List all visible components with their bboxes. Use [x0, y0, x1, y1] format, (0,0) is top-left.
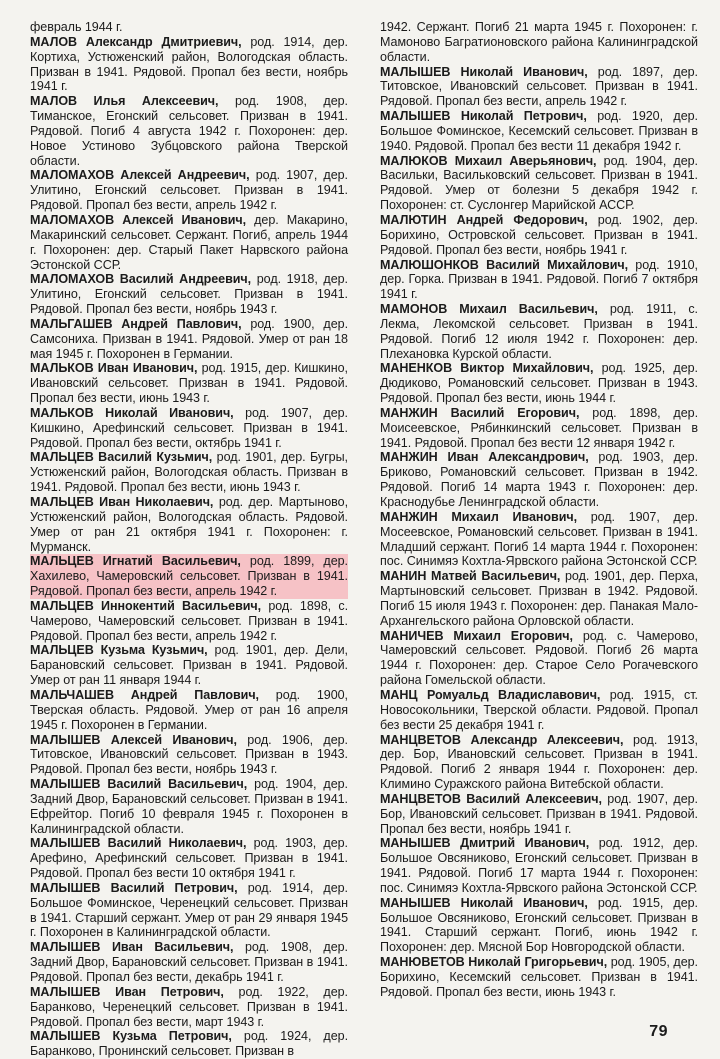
memorial-entry	[30, 688, 348, 733]
entry-details: род. 1925, дер. Дюдиково, Романовский сельсовет. Призван в 1943. Рядовой. Пропал без вести, июнь 1944 г.	[380, 361, 698, 406]
memorial-entry	[30, 35, 348, 94]
entry-details: род. 1904, дер. Задний Двор, Барановский сельсовет. Призван в 1941. Ефрейтор. Погиб 10 февраля 1945 г. Похоронен в Калининградской области.	[30, 777, 348, 836]
entry-details: род. 1915, ст. Новосокольники, Тверской области. Рядовой. Пропал без вести 25 декабря 1941 г.	[380, 687, 698, 732]
entry-details: род. 1903, дер. Бриково, Романовский сельсовет. Призван в 1942. Рядовой. Погиб 14 марта 1943 г. Похоронен: дер. Краснодубье Ленинградской области.	[380, 450, 699, 509]
entry-details: род. 1907, дер. Кишкино, Арефинский сельсовет. Призван в 1941. Рядовой. Пропал без вести, октябрь 1941 г.	[30, 405, 348, 450]
entry-details: род. 1922, дер. Баранково, Черенецкий сельсовет. Призван в 1941. Рядовой. Пропал без вести, март 1943 г.	[30, 984, 348, 1029]
entry-name: МАЛЬГАШЕВ Андрей Павлович,	[30, 316, 242, 331]
entry-name: МАЛЬЧАШЕВ Андрей Павлович,	[30, 687, 259, 702]
entry-name: МАНЮВЕТОВ Николай Григорьевич,	[380, 955, 608, 970]
memorial-entry	[30, 985, 348, 1030]
entry-details: род. 1915, дер. Большое Овсяниково, Егонский сельсовет. Призван в 1941. Старший сержант. Погиб, июнь 1942 г. Похоронен: дер. Мясной Бор Новгородской области.	[380, 895, 698, 955]
memorial-entry	[30, 168, 348, 213]
memorial-entry	[30, 940, 348, 985]
entry-details: февраль 1944 г.	[30, 20, 123, 34]
memorial-entry	[30, 317, 348, 362]
page-number: 79	[649, 1023, 668, 1040]
entry-details: 1942. Сержант. Погиб 21 марта 1945 г. Похоронен: г. Мамоново Багратионовского района Калининградской области.	[380, 20, 698, 64]
memorial-entry	[380, 20, 698, 65]
entry-name: МАЛЫШЕВ Василий Николаевич,	[30, 836, 247, 851]
entry-name: МАМОНОВ Михаил Васильевич,	[380, 302, 598, 317]
entry-details: род. 1920, дер. Большое Фоминское, Кесемский сельсовет. Призван в 1940. Рядовой. Пропал без вести 11 декабря 1942 г.	[380, 109, 698, 153]
entry-name: МАНИЧЕВ Михаил Егорович,	[380, 628, 573, 643]
memorial-entry	[380, 406, 698, 451]
entry-name: МАЛЬЦЕВ Кузьма Кузьмич,	[30, 643, 208, 658]
entry-name: МАЛОВ Александр Дмитриевич,	[30, 34, 242, 49]
entry-details: род. 1914, дер. Кортиха, Устюженский район, Вологодская область. Призван в 1941. Рядовой. Пропал без вести, ноябрь 1941 г.	[30, 34, 348, 94]
memorial-entry	[30, 599, 348, 644]
entry-details: род. 1914, дер. Большое Фоминское, Черенецкий сельсовет. Призван в 1941. Старший сержант. Умер от ран 29 января 1945 г. Похоронен в Калининградской области.	[30, 880, 348, 940]
entry-name: МАЛОВ Илья Алексеевич,	[30, 94, 219, 109]
memorial-entry	[380, 154, 698, 213]
entry-details: род. 1899, дер. Хахилево, Чамеровский сельсовет. Призван в 1941. Рядовой. Пропал без вести, апрель 1942 г.	[30, 554, 348, 599]
memorial-entry	[30, 272, 348, 317]
entry-details: род. дер. Мартыново, Устюженский район, Вологодская область. Рядовой. Умер от ран 21 октября 1941 г. Похоронен: г. Мурманск.	[30, 495, 349, 554]
entry-name: МАЛЫШЕВ Николай Иванович,	[380, 64, 588, 79]
memorial-entry	[380, 302, 698, 361]
memorial-entry	[30, 20, 348, 35]
memorial-entry	[380, 65, 698, 110]
entry-details: род. 1924, дер. Баранково, Пронинский сельсовет. Призван в	[30, 1029, 348, 1059]
memorial-entry	[30, 836, 348, 881]
entry-name: МАНЦВЕТОВ Василий Алексеевич,	[380, 791, 602, 806]
entry-name: МАЛЫШЕВ Иван Петрович,	[30, 984, 224, 999]
memorial-entry	[30, 777, 348, 836]
memorial-entry	[30, 361, 348, 406]
entry-name: МАЛЫШЕВ Василий Петрович,	[30, 880, 238, 895]
entry-details: род. 1901, дер. Бугры, Устюженский район, Вологодская область. Призван в 1941. Рядовой. Пропал без вести, июнь 1943 г.	[30, 450, 348, 495]
entry-name: МАНЖИН Михаил Иванович,	[380, 509, 578, 524]
entry-details: род. 1903, дер. Арефино, Арефинский сельсовет. Призван в 1941. Рядовой. Пропал без вести 10 октября 1941 г.	[30, 836, 348, 881]
entry-name: МАЛЬЦЕВ Иван Николаевич,	[30, 495, 214, 509]
memorial-entry	[380, 792, 698, 837]
entry-name: МАЛЬЦЕВ Иннокентий Васильевич,	[30, 598, 262, 613]
entry-name: МАЛЫШЕВ Кузьма Петрович,	[30, 1029, 232, 1044]
entry-name: МАНЫШЕВ Дмитрий Иванович,	[380, 836, 590, 851]
entry-details: род. 1907, дер. Бор, Ивановский сельсовет. Призван в 1941. Рядовой. Пропал без вести, ноябрь 1941 г.	[380, 791, 698, 836]
entry-name: МАЛЫШЕВ Николай Петрович,	[380, 109, 587, 124]
entry-name: МАЛЬКОВ Иван Иванович,	[30, 361, 198, 376]
entry-details: род. 1908, дер. Тиманское, Егонский сельсовет. Призван в 1941. Рядовой. Погиб 4 августа 1942 г. Похоронен: дер. Новое Устиново Зубцовского района Тверской области.	[30, 94, 348, 168]
memorial-entry	[380, 896, 698, 955]
entry-name: МАЛЮТИН Андрей Федорович,	[380, 212, 588, 227]
memorial-entry	[380, 361, 698, 406]
memorial-entry	[380, 569, 698, 628]
entry-details: род. 1908, дер. Задний Двор, Барановский сельсовет. Призван в 1941. Рядовой. Пропал без вести, декабрь 1941 г.	[30, 940, 348, 984]
entry-name: МАНИН Матвей Васильевич,	[380, 569, 561, 584]
memorial-entry	[30, 643, 348, 688]
entry-details: род. 1915, дер. Кишкино, Ивановский сельсовет. Призван в 1941. Рядовой. Пропал без вести, июнь 1943 г.	[30, 361, 348, 406]
memorial-entry	[380, 688, 698, 733]
left-column	[30, 20, 349, 1059]
memorial-entry	[30, 495, 348, 554]
entry-name: МАНЦВЕТОВ Александр Алексеевич,	[380, 732, 624, 747]
memorial-entry	[30, 406, 348, 451]
entry-name: МАЛЫШЕВ Иван Васильевич,	[30, 940, 234, 955]
memorial-entry	[380, 258, 698, 303]
entry-details: род. 1902, дер. Борихино, Островской сельсовет. Призван в 1941. Рядовой. Пропал без вести, ноябрь 1941 г.	[380, 212, 698, 257]
entry-name: МАЛОМАХОВ Алексей Иванович,	[30, 212, 247, 227]
entry-details: род. 1918, дер. Улитино, Егонский сельсовет. Призван в 1941. Рядовой. Пропал без вести, ноябрь 1943 г.	[30, 272, 348, 317]
entry-details: род. 1898, дер. Моисеевское, Рябинкинский сельсовет. Призван в 1941. Рядовой. Пропал без вести 12 января 1942 г.	[380, 405, 698, 450]
entry-name: МАНЫШЕВ Николай Иванович,	[380, 895, 588, 910]
entry-details: род. с. Чамерово, Чамеровский сельсовет. Рядовой. Погиб 26 марта 1944 г. Похоронен: дер. Старое Село Рогачевского района Гомельской области.	[380, 628, 698, 688]
entry-name: МАЛЬКОВ Николай Иванович,	[30, 405, 234, 420]
memorial-entry	[380, 510, 698, 569]
entry-name: МАЛОМАХОВ Василий Андреевич,	[30, 272, 252, 287]
entry-details: дер. Макарино, Макаринский сельсовет. Сержант. Погиб, апрель 1944 г. Похоронен: дер. Старый Пакет Нарвского района Эстонской ССР.	[30, 212, 348, 272]
memorial-entry	[30, 881, 348, 940]
entry-details: род. 1897, дер. Титовское, Ивановский сельсовет. Призван в 1941. Рядовой. Пропал без вести, апрель 1942 г.	[380, 64, 698, 109]
entry-details: род. 1901, дер. Дели, Барановский сельсовет. Призван в 1941. Рядовой. Умер от ран 11 января 1944 г.	[30, 643, 348, 688]
entry-name: МАНЕНКОВ Виктор Михайлович,	[380, 361, 594, 376]
entry-name: МАЛЬЦЕВ Игнатий Васильевич,	[30, 554, 241, 569]
entry-details: род. 1907, дер. Мосеевское, Романовский сельсовет. Призван в 1941. Младший сержант. Погиб 14 марта 1944 г. Похоронен: пос. Синимяэ Кохтла-Ярвского района Эстонской ССР.	[380, 509, 698, 569]
entry-details: род. 1898, с. Чамерово, Чамеровский сельсовет. Призван в 1941. Рядовой. Пропал без вести, апрель 1942 г.	[30, 598, 349, 643]
entry-details: род. 1913, дер. Бор, Ивановский сельсовет. Призван в 1941. Рядовой. Погиб 2 января 1944 г. Похоронен: дер. Климино Суражского района Витебской области.	[380, 732, 698, 792]
entry-details: род. 1906, дер. Титовское, Ивановский сельсовет. Призван в 1943. Рядовой. Пропал без вести, ноябрь 1943 г.	[30, 732, 348, 777]
memorial-entry	[380, 629, 698, 688]
entry-name: МАНЦ Ромуальд Владиславович,	[380, 687, 601, 702]
memorial-entry	[380, 955, 698, 1000]
entry-name: МАЛОМАХОВ Алексей Андреевич,	[30, 168, 250, 183]
memorial-entry	[30, 1029, 348, 1059]
memorial-entry	[380, 109, 698, 154]
memorial-entry	[30, 450, 348, 495]
entry-details: род. 1910, дер. Горка. Призван в 1941. Рядовой. Погиб 7 октября 1941 г.	[380, 257, 698, 302]
memorial-entry	[380, 733, 698, 792]
entry-name: МАНЖИН Василий Егорович,	[380, 405, 580, 420]
entry-details: род. 1911, с. Лекма, Лекомской сельсовет. Призван в 1941. Рядовой. Погиб 12 июля 1942 г. Похоронен: дер. Плехановка Курской области.	[380, 302, 698, 361]
entry-details: род. 1907, дер. Улитино, Егонский сельсовет. Призван в 1941. Рядовой. Пропал без вести, апрель 1942 г.	[30, 168, 348, 213]
memorial-entry	[30, 94, 348, 168]
entry-details: род. 1901, дер. Перха, Мартыновский сельсовет. Призван в 1942. Рядовой. Погиб 15 июля 1943 г. Похоронен: дер. Панакая Мало-Архангельского района Орловской области.	[380, 569, 699, 628]
memorial-entry	[380, 450, 698, 509]
entry-name: МАЛЮКОВ Михаил Аверьянович,	[380, 153, 597, 168]
entry-name: МАЛЫШЕВ Василий Васильевич,	[30, 777, 248, 792]
entry-name: МАНЖИН Иван Александрович,	[380, 450, 589, 465]
entry-name: МАЛЮШОНКОВ Василий Михайлович,	[380, 257, 629, 272]
memorial-entry	[30, 213, 348, 272]
memorial-entry	[30, 733, 348, 778]
entry-name: МАЛЫШЕВ Алексей Иванович,	[30, 732, 237, 747]
entry-details: род. 1900, дер. Самсониха. Призван в 1941. Рядовой. Умер от ран 18 мая 1945 г. Похоронен в Германии.	[30, 316, 348, 361]
memorial-entry	[380, 213, 698, 258]
memorial-entry	[380, 836, 698, 895]
highlighted-entry	[30, 554, 348, 599]
right-column	[380, 20, 698, 1018]
entry-details: род. 1904, дер. Васильки, Васильковский сельсовет. Призван в 1941. Рядовой. Умер от болезни 5 декабря 1942 г. Похоронен: ст. Суслонгер Марийской АССР.	[380, 153, 698, 213]
entry-details: род. 1900, Тверская область. Рядовой. Умер от ран 16 апреля 1945 г. Похоронен в Германии.	[30, 687, 348, 732]
entry-name: МАЛЬЦЕВ Василий Кузьмич,	[30, 450, 213, 465]
entry-details: род. 1905, дер. Борихино, Кесемский сельсовет. Призван в 1941. Рядовой. Пропал без вести, июнь 1943 г.	[380, 955, 698, 999]
entry-details: род. 1912, дер. Большое Овсяниково, Егонский сельсовет. Призван в 1941. Рядовой. Погиб 17 марта 1944 г. Похоронен: пос. Синимяэ Кохтла-Ярвского района Эстонской ССР.	[380, 836, 698, 895]
